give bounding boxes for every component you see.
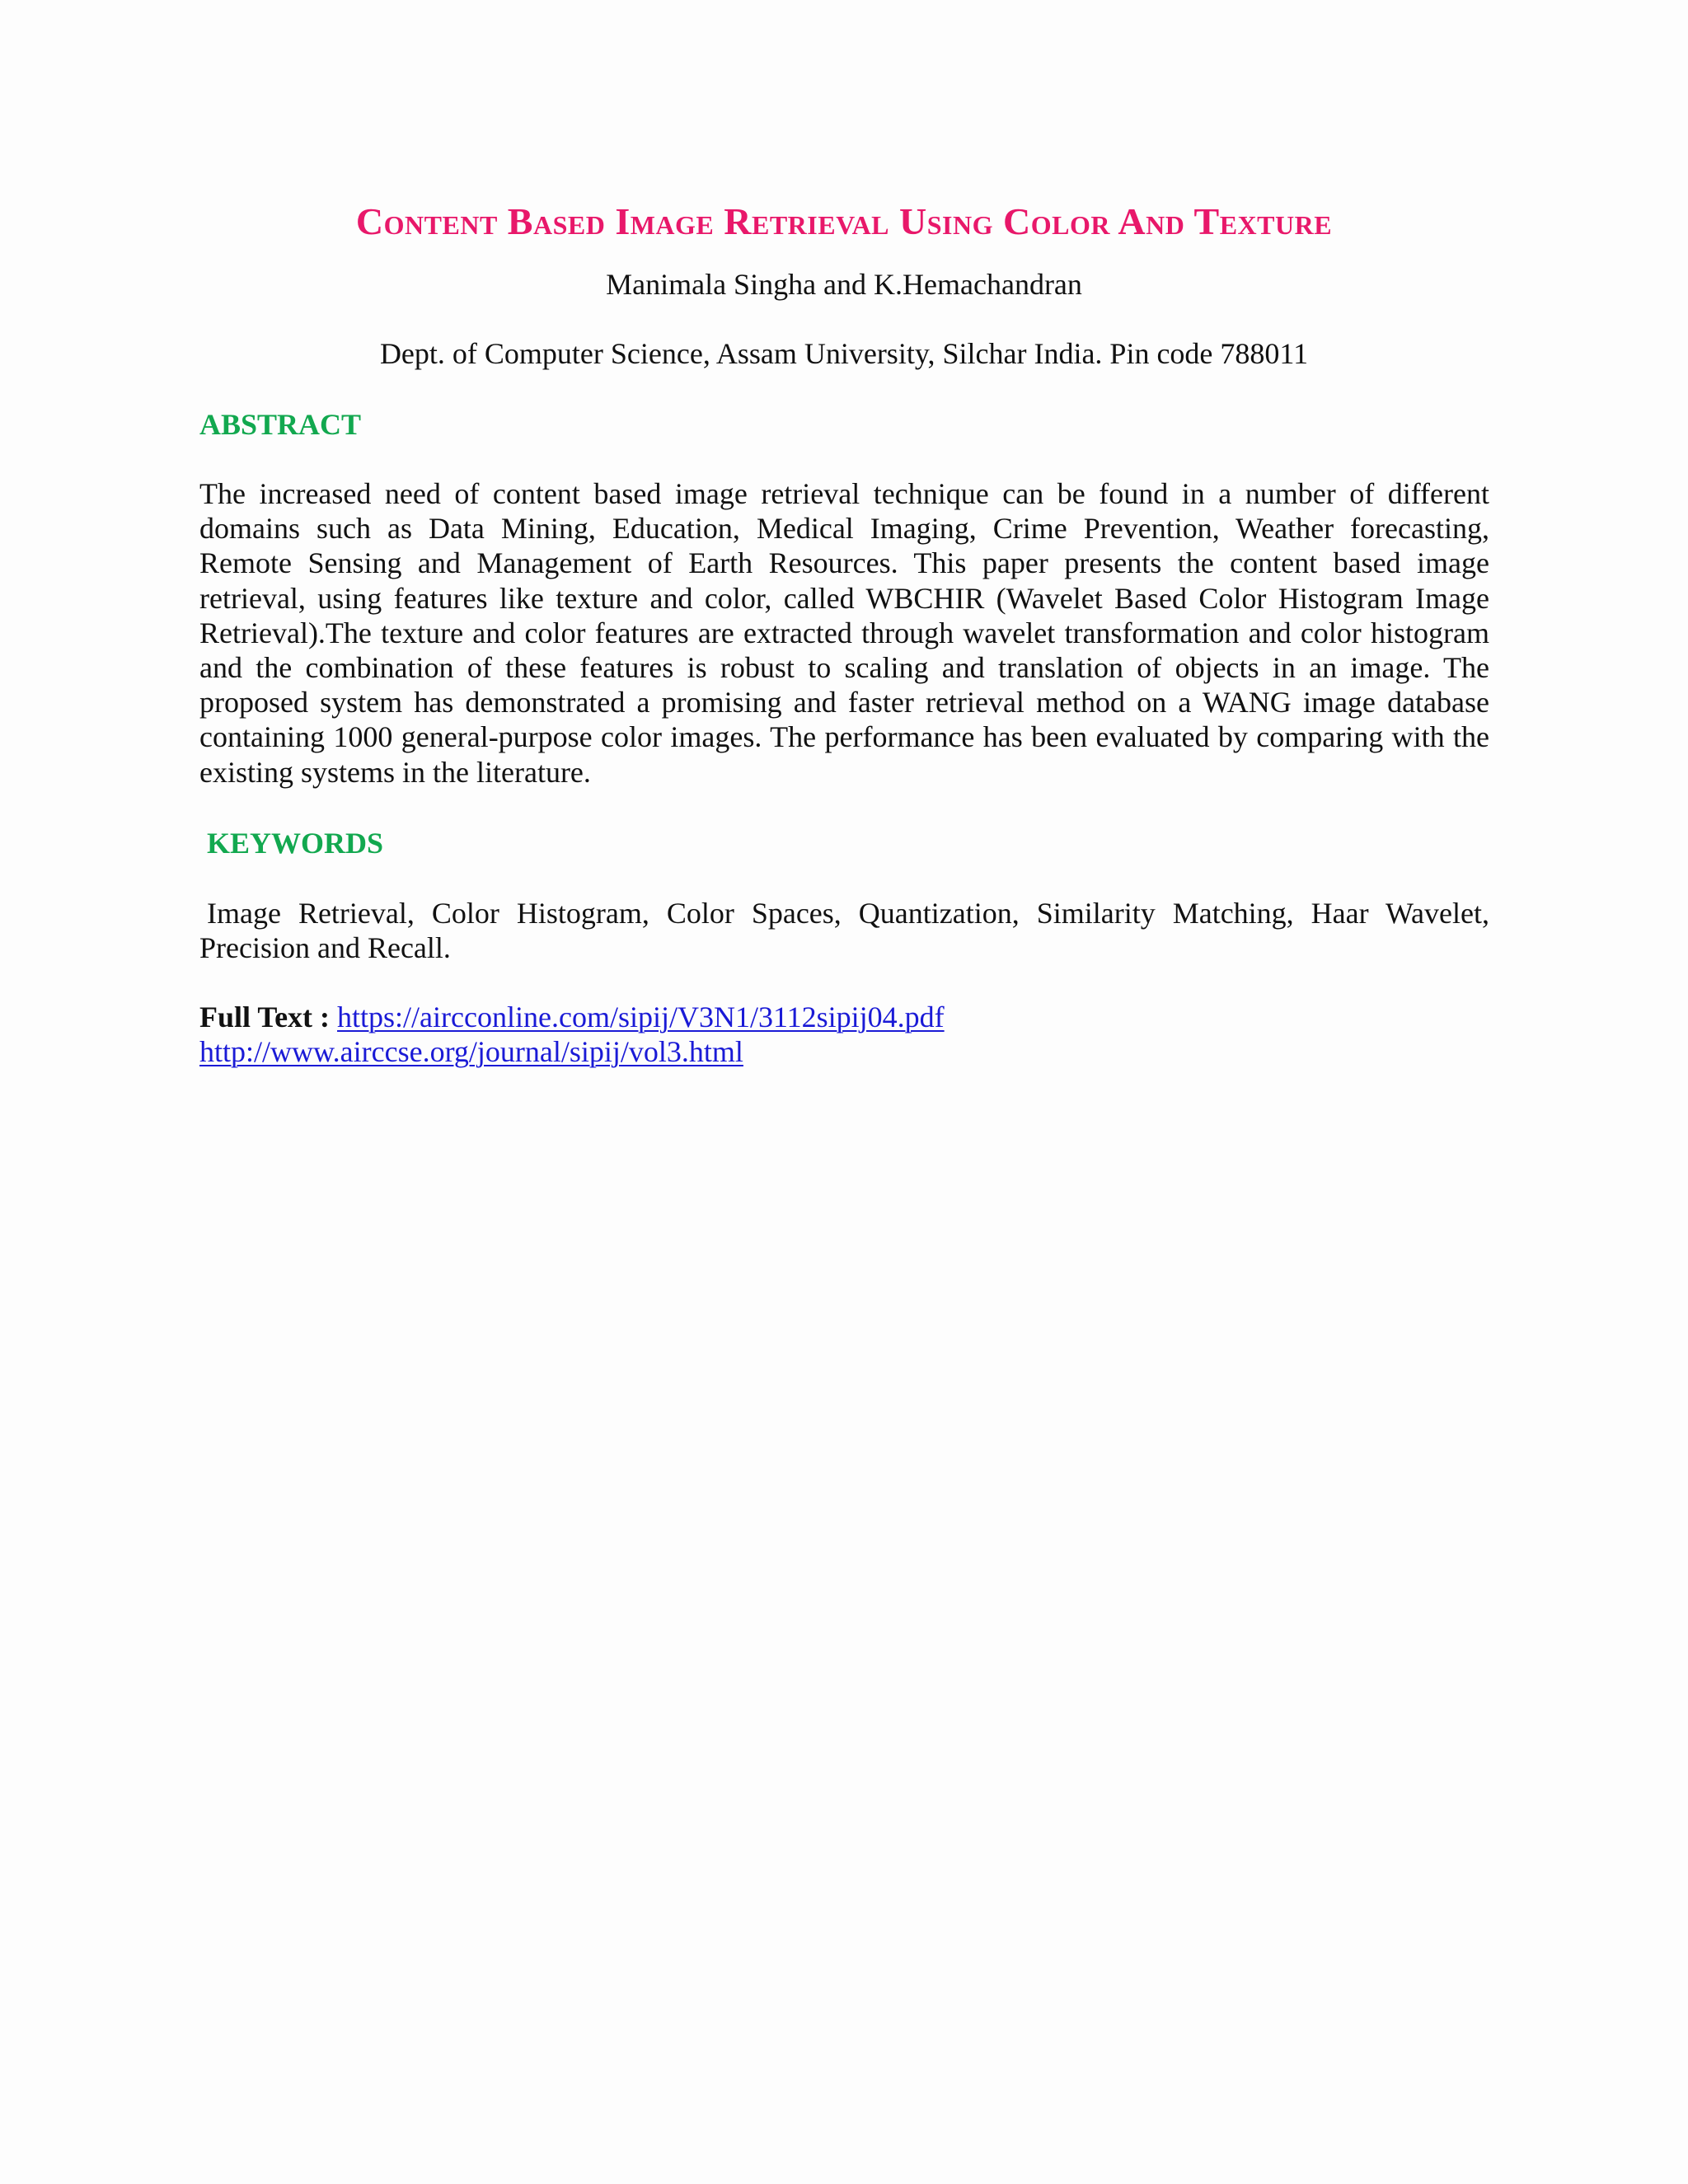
journal-volume-link[interactable]: http://www.airccse.org/journal/sipij/vol3.html	[199, 1035, 743, 1068]
keywords-text: Image Retrieval, Color Histogram, Color Spaces, Quantization, Similarity Matching, Haar Wavelet, Precision and Recall.	[199, 897, 1489, 965]
paper-authors: Manimala Singha and K.Hemachandran	[606, 268, 1082, 301]
fulltext-block	[199, 1000, 945, 1069]
fulltext-line-1	[199, 1000, 945, 1034]
paper-title: Content Based Image Retrieval Using Color And Texture	[355, 200, 1333, 242]
fulltext-label: Full Text :	[199, 1001, 331, 1033]
abstract-heading: ABSTRACT	[199, 408, 362, 441]
paper-affiliation: Dept. of Computer Science, Assam University, Silchar India. Pin code 788011	[379, 337, 1309, 370]
fulltext-line-2	[199, 1034, 945, 1069]
keywords-heading: KEYWORDS	[207, 827, 384, 860]
abstract-text: The increased need of content based image retrieval technique can be found in a number of different domains such as Data Mining, Education, Medical Imaging, Crime Prevention, Weather forecasting, Remote Sensing and Management of Earth Resources. This paper presents the content based image retrieval, using features like texture and color, called WBCHIR (Wavelet Based Color Histogram Image Retrieval).The texture and color features are extracted through wavelet transformation and color histogram and the combination of these features is robust to scaling and translation of objects in an image. The proposed system has demonstrated a promising and faster retrieval method on a WANG image database containing 1000 general-purpose color images. The performance has been evaluated by comparing with the existing systems in the literature.	[199, 477, 1489, 789]
fulltext-pdf-link[interactable]: https://aircconline.com/sipij/V3N1/3112sipij04.pdf	[337, 1001, 945, 1033]
